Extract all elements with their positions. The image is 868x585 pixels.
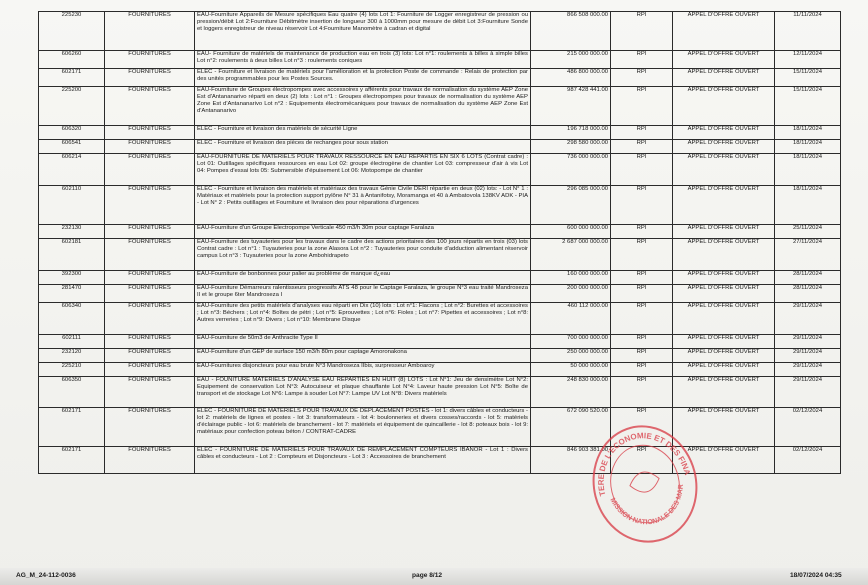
table-row bbox=[39, 51, 841, 69]
table-cell-procedure: APPEL D'OFFRE OUVERT bbox=[673, 87, 775, 126]
table-cell-type: FOURNITURES bbox=[105, 335, 195, 349]
table-row bbox=[39, 377, 841, 408]
table-row bbox=[39, 408, 841, 447]
table-cell-type: FOURNITURES bbox=[105, 126, 195, 140]
table-cell-code: 602171 bbox=[39, 408, 105, 447]
table-cell-type: FOURNITURES bbox=[105, 349, 195, 363]
table-row bbox=[39, 140, 841, 154]
table-cell-description: EAU-Fourniture Appareils de Mesure spécifiques Eau quatre (4) lots Lot 1: Fourniture de Logger enregistreur de pression ou pression/débit Lot 2:Fourniture Débitmètre insertion de longueur 300 à 1000mm pour mesure de débit Lot 3:Fourniture Sonde et loggers enregistreur de niveau réservoir Lot 4:Fourniture Manomètre à cadran et digital bbox=[195, 12, 531, 51]
table-cell-description: EAU-Fourniture des petits matériels d'analyses eau réparti en Dix (10) lots : Lot n°1: Flacons ; Lot n°2: Burettes et accessoires ; Lot n°3: Béchers ; Lot n°4: Boîtes de pétri ; Lot n°5: Eprouvettes ; Lot n°6: Fioles ; Lot n°7: Pipettes et accessoires ; Lot n°8: Autres verreries ; Lot n°9: Divers ; Lot n°10: Membrane Disque bbox=[195, 303, 531, 335]
table-cell-mode: RPI bbox=[611, 447, 673, 474]
table-cell-date: 11/11/2024 bbox=[775, 12, 841, 51]
table-cell-description: EAU- Fourniture de matériels de maintenance de production eau en trois (3) lots: Lot n°1: roulements à billes à simple billes Lot n°2: roulements à deux billes Lot n°3 : roulements coniques bbox=[195, 51, 531, 69]
footer-printed-at: 18/07/2024 04:35 bbox=[790, 572, 842, 579]
table-cell-amount: 486 800 000.00 bbox=[531, 69, 611, 87]
table-cell-mode: RPI bbox=[611, 87, 673, 126]
table-row bbox=[39, 154, 841, 186]
table-cell-procedure: APPEL D'OFFRE OUVERT bbox=[673, 377, 775, 408]
table-cell-amount: 248 830 000.00 bbox=[531, 377, 611, 408]
table-cell-mode: RPI bbox=[611, 126, 673, 140]
table-cell-mode: RPI bbox=[611, 239, 673, 271]
table-cell-mode: RPI bbox=[611, 363, 673, 377]
table-cell-procedure: APPEL D'OFFRE OUVERT bbox=[673, 51, 775, 69]
table-cell-amount: 600 000 000.00 bbox=[531, 225, 611, 239]
table-cell-procedure: APPEL D'OFFRE OUVERT bbox=[673, 154, 775, 186]
table-row bbox=[39, 271, 841, 285]
table-cell-code: 232130 bbox=[39, 225, 105, 239]
table-cell-mode: RPI bbox=[611, 285, 673, 303]
table-cell-date: 27/11/2024 bbox=[775, 239, 841, 271]
table-row bbox=[39, 349, 841, 363]
table-cell-procedure: APPEL D'OFFRE OUVERT bbox=[673, 69, 775, 87]
table-cell-type: FOURNITURES bbox=[105, 154, 195, 186]
table-cell-amount: 200 000 000.00 bbox=[531, 285, 611, 303]
table-cell-type: FOURNITURES bbox=[105, 51, 195, 69]
table-cell-procedure: APPEL D'OFFRE OUVERT bbox=[673, 186, 775, 225]
table-cell-amount: 296 085 000.00 bbox=[531, 186, 611, 225]
table-cell-type: FOURNITURES bbox=[105, 239, 195, 271]
table-cell-description: EAU-Fourniture d'un GEP de surface 150 m3/h 80m pour captage Amoronakona bbox=[195, 349, 531, 363]
table-cell-mode: RPI bbox=[611, 377, 673, 408]
table-cell-procedure: APPEL D'OFFRE OUVERT bbox=[673, 408, 775, 447]
table-cell-description: ELEC - Fourniture et livraison des pièces de rechanges pour sous station bbox=[195, 140, 531, 154]
table-row bbox=[39, 12, 841, 51]
table-cell-procedure: APPEL D'OFFRE OUVERT bbox=[673, 363, 775, 377]
table-cell-type: FOURNITURES bbox=[105, 225, 195, 239]
table-cell-date: 29/11/2024 bbox=[775, 303, 841, 335]
table-cell-type: FOURNITURES bbox=[105, 12, 195, 51]
table-cell-amount: 460 112 000.00 bbox=[531, 303, 611, 335]
table-cell-type: FOURNITURES bbox=[105, 69, 195, 87]
table-cell-amount: 2 687 000 000.00 bbox=[531, 239, 611, 271]
table-row bbox=[39, 87, 841, 126]
table-cell-mode: RPI bbox=[611, 186, 673, 225]
table-cell-amount: 736 000 000.00 bbox=[531, 154, 611, 186]
table-cell-code: 606214 bbox=[39, 154, 105, 186]
table-cell-mode: RPI bbox=[611, 335, 673, 349]
table-cell-code: 225200 bbox=[39, 87, 105, 126]
table-row bbox=[39, 285, 841, 303]
table-cell-amount: 700 000 000.00 bbox=[531, 335, 611, 349]
table-cell-amount: 160 000 000.00 bbox=[531, 271, 611, 285]
table-row bbox=[39, 447, 841, 474]
table-cell-description: ELEC - FOURNITURE DE MATÉRIELS POUR TRAVAUX DE REMPLACEMENT COMPTEURS IBANOR - Lot 1 : Divers câbles et conducteurs - Lot 2 : Compteurs et Disjoncteurs - Lot 3 : Accessoires de branchement bbox=[195, 447, 531, 474]
table-cell-type: FOURNITURES bbox=[105, 186, 195, 225]
table-cell-code: 606320 bbox=[39, 126, 105, 140]
table-cell-date: 29/11/2024 bbox=[775, 349, 841, 363]
table-cell-amount: 50 000 000.00 bbox=[531, 363, 611, 377]
table-cell-type: FOURNITURES bbox=[105, 303, 195, 335]
table-cell-description: EAU-Fourniture de bonbonnes pour palier au problème de manque d¿eau bbox=[195, 271, 531, 285]
table-cell-date: 18/11/2024 bbox=[775, 186, 841, 225]
table-cell-code: 602171 bbox=[39, 69, 105, 87]
table-row bbox=[39, 126, 841, 140]
table-cell-procedure: APPEL D'OFFRE OUVERT bbox=[673, 303, 775, 335]
table-cell-description: ELEC - Fourniture et livraison des matériels et matériaux des travaux Génie Civile DERI répartie en deux (02) lots: - Lot N° 1 : Matériaux et matériels pour la protection support pylône N° 31 à Antanifotsy, Moramanga et 40 à Ambatovola 138KV ADK - PIA - Lot N° 2 : Petits outillages et Fourniture et livraison des pour réparations d'urgences bbox=[195, 186, 531, 225]
table-cell-description: EAU-FOURNITURE DE MATERIELS POUR TRAVAUX RESSOURCE EN EAU REPARTIS EN SIX 6 LOTS (Contrat cadre) : Lot 01: Outillages spécifiques ressources en eau Lot 02: groupe électrogène de chantier Lot 03: compresseur d'air à vis Lot 04: Pompes d'essai lots 05: Submersible d'épuisement Lot 06: Motopompe de chantier bbox=[195, 154, 531, 186]
table-cell-date: 29/11/2024 bbox=[775, 377, 841, 408]
table-cell-amount: 846 903 381.00 bbox=[531, 447, 611, 474]
table-row bbox=[39, 239, 841, 271]
table-cell-date: 28/11/2024 bbox=[775, 285, 841, 303]
table-cell-date: 02/12/2024 bbox=[775, 447, 841, 474]
table-cell-code: 606541 bbox=[39, 140, 105, 154]
table-cell-code: 606260 bbox=[39, 51, 105, 69]
footer-doc-ref: AG_M_24-112-0036 bbox=[16, 572, 76, 579]
table-cell-amount: 866 508 000.00 bbox=[531, 12, 611, 51]
table-cell-code: 281470 bbox=[39, 285, 105, 303]
table-row bbox=[39, 186, 841, 225]
table-cell-procedure: APPEL D'OFFRE OUVERT bbox=[673, 225, 775, 239]
table-cell-type: FOURNITURES bbox=[105, 447, 195, 474]
table-cell-amount: 672 090 520.00 bbox=[531, 408, 611, 447]
table-cell-code: 602111 bbox=[39, 335, 105, 349]
table-cell-mode: RPI bbox=[611, 154, 673, 186]
table-cell-procedure: APPEL D'OFFRE OUVERT bbox=[673, 285, 775, 303]
table-cell-date: 18/11/2024 bbox=[775, 126, 841, 140]
table-cell-code: 232120 bbox=[39, 349, 105, 363]
table-cell-procedure: APPEL D'OFFRE OUVERT bbox=[673, 239, 775, 271]
stamp-top-text: MINISTERE DE L'ECONOMIE ET DES FINANCES bbox=[576, 429, 692, 497]
table-cell-description: EAU-Fourniture d'un Groupe Electropompe Verticale 450 m3/h 30m pour captage Faralaza bbox=[195, 225, 531, 239]
table-cell-procedure: APPEL D'OFFRE OUVERT bbox=[673, 271, 775, 285]
table-cell-mode: RPI bbox=[611, 303, 673, 335]
table-cell-date: 15/11/2024 bbox=[775, 69, 841, 87]
table-cell-procedure: APPEL D'OFFRE OUVERT bbox=[673, 12, 775, 51]
table-cell-type: FOURNITURES bbox=[105, 285, 195, 303]
table-cell-type: FOURNITURES bbox=[105, 140, 195, 154]
table-cell-mode: RPI bbox=[611, 271, 673, 285]
table-cell-mode: RPI bbox=[611, 225, 673, 239]
table-cell-amount: 215 000 000.00 bbox=[531, 51, 611, 69]
table-cell-type: FOURNITURES bbox=[105, 87, 195, 126]
table-cell-code: 392300 bbox=[39, 271, 105, 285]
table-cell-procedure: APPEL D'OFFRE OUVERT bbox=[673, 126, 775, 140]
table-cell-description: EAU-Fourniture de 50m3 de Anthracite Type II bbox=[195, 335, 531, 349]
table-cell-type: FOURNITURES bbox=[105, 408, 195, 447]
table-cell-code: 602171 bbox=[39, 447, 105, 474]
table-cell-mode: RPI bbox=[611, 349, 673, 363]
table-cell-date: 18/11/2024 bbox=[775, 140, 841, 154]
table-cell-description: EAU-Fourniture Démarreurs ralentisseurs progressifs ATS 48 pour le Captage Faralaza, le groupe N°3 eau traité Mandroseza II et le groupe 6ter Mandroseza I bbox=[195, 285, 531, 303]
table-cell-date: 12/11/2024 bbox=[775, 51, 841, 69]
table-cell-code: 225230 bbox=[39, 12, 105, 51]
table-cell-amount: 987 428 441.00 bbox=[531, 87, 611, 126]
table-cell-procedure: APPEL D'OFFRE OUVERT bbox=[673, 349, 775, 363]
table-cell-description: EAU - FOUNITURE MATERIELS D'ANALYSE EAU REPARTIES EN HUIT (8) LOTS : Lot N°1: Jeu de densimètre Lot N°2: Equipement de conservation Lot N°3: Autocuiseur et plaque chauffante Lot N°4: Laveur haute pression Lot N°5: Boîte de transport et de stockage Lot N°6: Lampe à souder Lot N°7: Lampe UV Lot N°8: Divers matériels bbox=[195, 377, 531, 408]
table-row bbox=[39, 303, 841, 335]
table-cell-description: EAU-Fourniture des tuyauteries pour les travaux dans le cadre des actions prioritaires des 100 jours répartis en trois (03) lots Contrat cadre : Lot n°1 : Tuyauteries pour la zone Alasora Lot n°2 : Tuyauteries pour conduite d'adduction alimentant réservoir campus Lot n°3 : Tuyauteries pour la zone Ambohidrapeto bbox=[195, 239, 531, 271]
table-row bbox=[39, 69, 841, 87]
table-cell-description: ELEC - FOURNITURE DE MATÉRIELS POUR TRAVAUX DE DÉPLACEMENT POSTES - lot 1: divers câbles et conducteurs - lot 2: matériels de lignes et postes - lot 3: transformateurs - lot 4: boulonneries et divers cosses/raccords - lot 5: matériels d'éclairage public - lot 6: matériels de branchement - lot 7: matériels et équipement de quincaillerie - lot 8: poteaux bois - lot 9: matériaux pour confection poteau béton / CONTRAT-CADRE bbox=[195, 408, 531, 447]
table-cell-date: 29/11/2024 bbox=[775, 335, 841, 349]
table-row bbox=[39, 335, 841, 349]
table-cell-procedure: APPEL D'OFFRE OUVERT bbox=[673, 447, 775, 474]
table-row bbox=[39, 363, 841, 377]
table-cell-amount: 196 718 000.00 bbox=[531, 126, 611, 140]
table-cell-date: 15/11/2024 bbox=[775, 87, 841, 126]
table-cell-date: 29/11/2024 bbox=[775, 363, 841, 377]
table-cell-code: 225210 bbox=[39, 363, 105, 377]
table-cell-description: ELEC - Fourniture et livraison des matériels de sécurité Ligne bbox=[195, 126, 531, 140]
footer-page-number: page 8/12 bbox=[412, 572, 443, 579]
table-cell-code: 606340 bbox=[39, 303, 105, 335]
table-cell-code: 606350 bbox=[39, 377, 105, 408]
table-cell-type: FOURNITURES bbox=[105, 377, 195, 408]
table-cell-date: 25/11/2024 bbox=[775, 225, 841, 239]
table-cell-date: 18/11/2024 bbox=[775, 154, 841, 186]
table-cell-mode: RPI bbox=[611, 69, 673, 87]
table-cell-mode: RPI bbox=[611, 140, 673, 154]
table-cell-procedure: APPEL D'OFFRE OUVERT bbox=[673, 335, 775, 349]
table-cell-description: EAU-Fournitures disjoncteurs pour eau brute N°3 Mandroseza IIbis, surpresseur Amboaroy bbox=[195, 363, 531, 377]
table-cell-mode: RPI bbox=[611, 12, 673, 51]
table-cell-amount: 250 000 000.00 bbox=[531, 349, 611, 363]
table-cell-type: FOURNITURES bbox=[105, 363, 195, 377]
table-row bbox=[39, 225, 841, 239]
table-cell-date: 02/12/2024 bbox=[775, 408, 841, 447]
procurement-table bbox=[38, 11, 841, 474]
table-cell-mode: RPI bbox=[611, 51, 673, 69]
table-cell-date: 28/11/2024 bbox=[775, 271, 841, 285]
table-cell-code: 602110 bbox=[39, 186, 105, 225]
table-cell-type: FOURNITURES bbox=[105, 271, 195, 285]
table-cell-amount: 298 580 000.00 bbox=[531, 140, 611, 154]
page-footer bbox=[0, 568, 868, 585]
table-cell-description: EAU-Fourniture de Groupes électropompes avec accessoires y afférents pour travaux de normalisation du système AEP Zone Est d'Antananarivo réparti en deux (2) lots : Lot n°1 : Groupes électropompes pour travaux de normalisation du système AEP Zone Est d'Antananarivo Lot n°2 : Equipements électromécaniques pour travaux de normalisation du système AEP Zone Est d'Antananarivo bbox=[195, 87, 531, 126]
table-cell-code: 602181 bbox=[39, 239, 105, 271]
table-cell-procedure: APPEL D'OFFRE OUVERT bbox=[673, 140, 775, 154]
stamp-bottom-text: COMMISSION NATIONALE DES MARCHES bbox=[576, 431, 685, 527]
table-cell-mode: RPI bbox=[611, 408, 673, 447]
table-cell-description: ELEC - Fourniture et livraison de matériels pour l'amélioration et la protection Poste de commande : Relais de protection par des unités programmables pour les Postes Sources. bbox=[195, 69, 531, 87]
